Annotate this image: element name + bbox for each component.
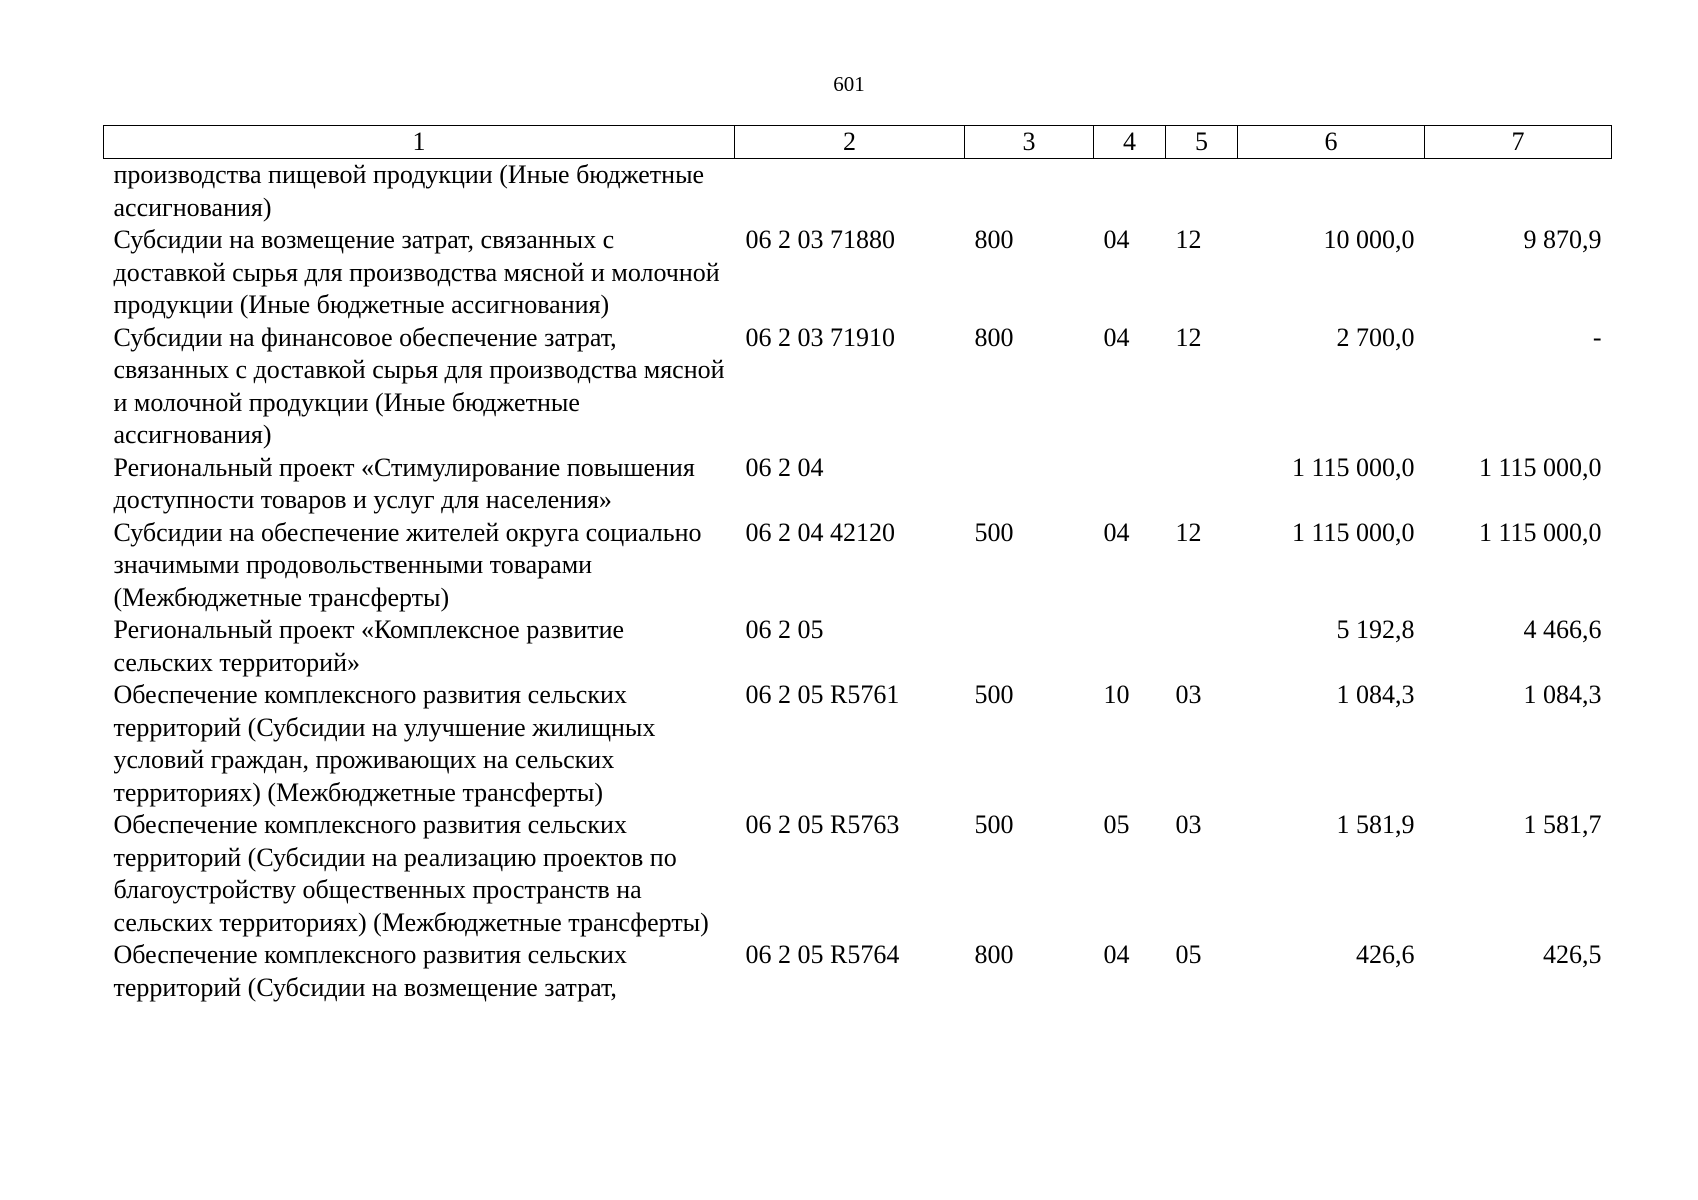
row-name-cell: Региональный проект «Комплексное развитие сельских территорий» xyxy=(113,615,625,677)
row-code-cell: 06 2 03 71910 xyxy=(745,322,895,352)
column-header-4: 4 xyxy=(1094,126,1166,159)
row-name-cell: Обеспечение комплексного развития сельских территорий (Субсидии на возмещение затрат, xyxy=(113,940,627,1002)
row-rz-cell: 10 xyxy=(1103,680,1130,709)
row-sum7-cell xyxy=(1425,159,1612,225)
row-sum6-cell: 5 192,8 xyxy=(1336,615,1415,644)
row-pr-cell xyxy=(1166,159,1238,225)
row-rz-cell: 04 xyxy=(1103,940,1130,969)
table-row xyxy=(104,322,1612,452)
row-code-cell: 06 2 05 R5763 xyxy=(745,810,900,839)
row-vr-cell: 800 xyxy=(974,322,1014,352)
row-vr-cell: 500 xyxy=(974,680,1014,709)
row-sum6-cell: 10 000,0 xyxy=(1323,225,1415,254)
table-row xyxy=(104,809,1612,939)
column-header-6: 6 xyxy=(1238,126,1425,159)
table-row xyxy=(104,517,1612,615)
row-pr-cell: 12 xyxy=(1175,517,1202,547)
row-vr-cell: 500 xyxy=(974,810,1014,839)
table-header-row xyxy=(104,126,1612,159)
row-code-cell: 06 2 04 xyxy=(745,452,824,482)
row-code-cell: 06 2 03 71880 xyxy=(745,225,895,254)
table-row xyxy=(104,939,1612,1004)
row-pr-cell xyxy=(1166,452,1238,517)
column-header-1: 1 xyxy=(104,126,735,159)
row-sum7-cell: 1 115 000,0 xyxy=(1478,452,1602,482)
row-sum7-cell: - xyxy=(1592,322,1602,352)
row-sum6-cell: 1 115 000,0 xyxy=(1291,517,1415,547)
row-name-cell: производства пищевой продукции (Иные бюджетные ассигнования) xyxy=(113,160,705,222)
row-rz-cell xyxy=(1094,159,1166,225)
row-vr-cell: 800 xyxy=(974,940,1014,969)
table-row xyxy=(104,679,1612,809)
column-header-3: 3 xyxy=(965,126,1094,159)
column-header-2: 2 xyxy=(735,126,965,159)
row-rz-cell: 04 xyxy=(1103,517,1130,547)
page-number: 601 xyxy=(833,72,865,96)
row-name-cell: Субсидии на финансовое обеспечение затрат, связанных с доставкой сырья для производства мясной и молочной продукции (Иные бюджетные ассигнования) xyxy=(113,322,725,449)
column-header-7: 7 xyxy=(1425,126,1612,159)
row-sum6-cell: 426,6 xyxy=(1356,940,1415,969)
column-header-5: 5 xyxy=(1166,126,1238,159)
row-vr-cell: 800 xyxy=(974,225,1014,254)
row-code-cell: 06 2 05 R5761 xyxy=(745,680,900,709)
table-row xyxy=(104,159,1612,225)
row-vr-cell xyxy=(965,614,1094,679)
row-pr-cell: 03 xyxy=(1175,680,1202,709)
row-sum7-cell: 1 115 000,0 xyxy=(1478,517,1602,547)
row-code-cell: 06 2 04 42120 xyxy=(745,517,895,547)
row-pr-cell: 12 xyxy=(1175,225,1202,254)
row-name-cell: Субсидии на обеспечение жителей округа социально значимыми продовольственными товарами (Межбюджетные трансферты) xyxy=(113,517,702,612)
table-row xyxy=(104,614,1612,679)
row-pr-cell: 03 xyxy=(1175,810,1202,839)
row-sum7-cell: 1 581,7 xyxy=(1523,810,1602,839)
row-rz-cell xyxy=(1094,614,1166,679)
row-code-cell xyxy=(735,159,965,225)
row-sum6-cell: 2 700,0 xyxy=(1336,322,1415,352)
row-sum6-cell: 1 581,9 xyxy=(1336,810,1415,839)
row-rz-cell: 05 xyxy=(1103,810,1130,839)
table-row xyxy=(104,224,1612,322)
row-name-cell: Обеспечение комплексного развития сельских территорий (Субсидии на реализацию проектов по благоустройству общественных пространств на сельских территориях) (Межбюджетные трансферты) xyxy=(113,810,709,937)
budget-table xyxy=(103,125,1612,1004)
row-pr-cell: 12 xyxy=(1175,322,1202,352)
table-row xyxy=(104,452,1612,517)
row-vr-cell xyxy=(965,452,1094,517)
row-sum7-cell: 9 870,9 xyxy=(1523,225,1602,254)
row-rz-cell: 04 xyxy=(1103,322,1130,352)
row-vr-cell: 500 xyxy=(974,517,1014,547)
row-vr-cell xyxy=(965,159,1094,225)
row-sum6-cell xyxy=(1238,159,1425,225)
row-rz-cell xyxy=(1094,452,1166,517)
row-sum7-cell: 4 466,6 xyxy=(1523,615,1602,644)
row-pr-cell xyxy=(1166,614,1238,679)
row-sum6-cell: 1 084,3 xyxy=(1336,680,1415,709)
row-code-cell: 06 2 05 R5764 xyxy=(745,940,900,969)
row-code-cell: 06 2 05 xyxy=(745,615,824,644)
row-sum7-cell: 1 084,3 xyxy=(1523,680,1602,709)
row-name-cell: Обеспечение комплексного развития сельских территорий (Субсидии на улучшение жилищных условий граждан, проживающих на сельских территориях) (Межбюджетные трансферты) xyxy=(113,680,656,807)
row-rz-cell: 04 xyxy=(1103,225,1130,254)
row-sum7-cell: 426,5 xyxy=(1543,940,1602,969)
row-sum6-cell: 1 115 000,0 xyxy=(1291,452,1415,482)
row-name-cell: Субсидии на возмещение затрат, связанных с доставкой сырья для производства мясной и молочной продукции (Иные бюджетные ассигнования) xyxy=(113,225,720,319)
row-pr-cell: 05 xyxy=(1175,940,1202,969)
row-name-cell: Региональный проект «Стимулирование повышения доступности товаров и услуг для населения» xyxy=(113,452,695,514)
